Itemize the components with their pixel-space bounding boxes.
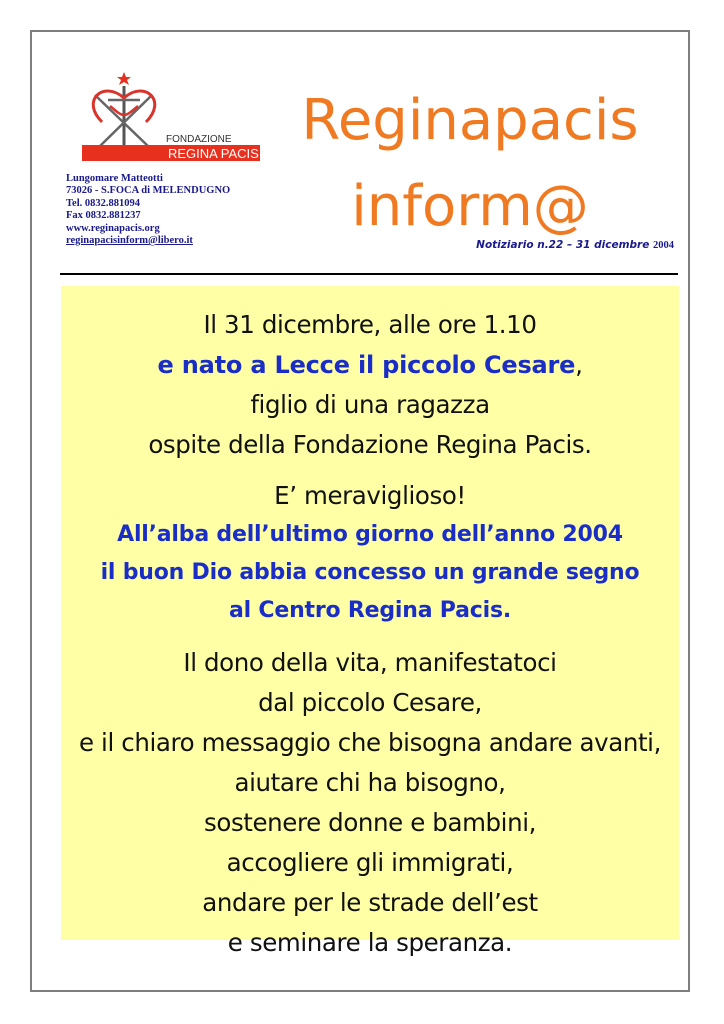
p2-line-1: E’ meraviglioso! bbox=[274, 481, 466, 510]
contact-tel: Tel. 0832.881094 bbox=[66, 197, 140, 209]
p1-line-3: figlio di una ragazza bbox=[250, 390, 490, 419]
title-line-1: Reginapacis bbox=[301, 88, 639, 153]
contact-street: Lungomare Matteotti bbox=[66, 173, 163, 184]
fondazione-regina-pacis-logo bbox=[80, 70, 265, 165]
title-line-2: inform@ bbox=[351, 174, 589, 239]
paragraph-birth bbox=[61, 305, 679, 465]
p3-line: sostenere donne e bambini, bbox=[203, 808, 537, 837]
p1-line-2 bbox=[61, 345, 679, 385]
contact-city: 73026 - S.FOCA di MELENDUGNO bbox=[66, 185, 231, 197]
contact-block bbox=[66, 173, 230, 247]
contact-email-link[interactable]: reginapacisinform@libero.it bbox=[66, 235, 193, 247]
p3-line: aiutare chi ha bisogno, bbox=[234, 768, 506, 797]
p2-line-2: All’alba dell’ultimo giorno dell’anno 2004 bbox=[117, 522, 623, 547]
p3-line: e seminare la speranza. bbox=[227, 928, 513, 957]
p1-line-2-tail: , bbox=[575, 351, 583, 379]
p3-line: e il chiaro messaggio che bisogna andare avanti, bbox=[79, 728, 661, 757]
paragraph-wonder bbox=[61, 476, 679, 630]
p1-line-4: ospite della Fondazione Regina Pacis. bbox=[148, 430, 592, 459]
paragraph-message bbox=[61, 643, 679, 963]
newsletter-title bbox=[300, 78, 640, 250]
logo-big-text: REGINA PACIS bbox=[168, 146, 259, 161]
p2-line-4: al Centro Regina Pacis. bbox=[228, 598, 512, 623]
contact-web[interactable]: www.reginapacis.org bbox=[66, 222, 160, 234]
p1-line-2-highlight: e nato a Lecce il piccolo Cesare bbox=[157, 351, 576, 379]
contact-fax: Fax 0832.881237 bbox=[66, 210, 141, 222]
p3-line: dal piccolo Cesare, bbox=[258, 688, 482, 717]
logo-small-text: FONDAZIONE bbox=[166, 134, 232, 145]
p3-line: andare per le strade dell’est bbox=[202, 888, 538, 917]
p3-line: Il dono della vita, manifestatoci bbox=[183, 648, 557, 677]
issue-info bbox=[476, 239, 674, 251]
issue-year: 2004 bbox=[653, 240, 674, 251]
issue-text: Notiziario n.22 – 31 dicembre bbox=[476, 239, 650, 251]
p3-line: accogliere gli immigrati, bbox=[226, 848, 514, 877]
header-divider bbox=[60, 273, 678, 275]
p1-line-1: Il 31 dicembre, alle ore 1.10 bbox=[203, 310, 537, 339]
p2-line-3: il buon Dio abbia concesso un grande segno bbox=[100, 560, 640, 585]
